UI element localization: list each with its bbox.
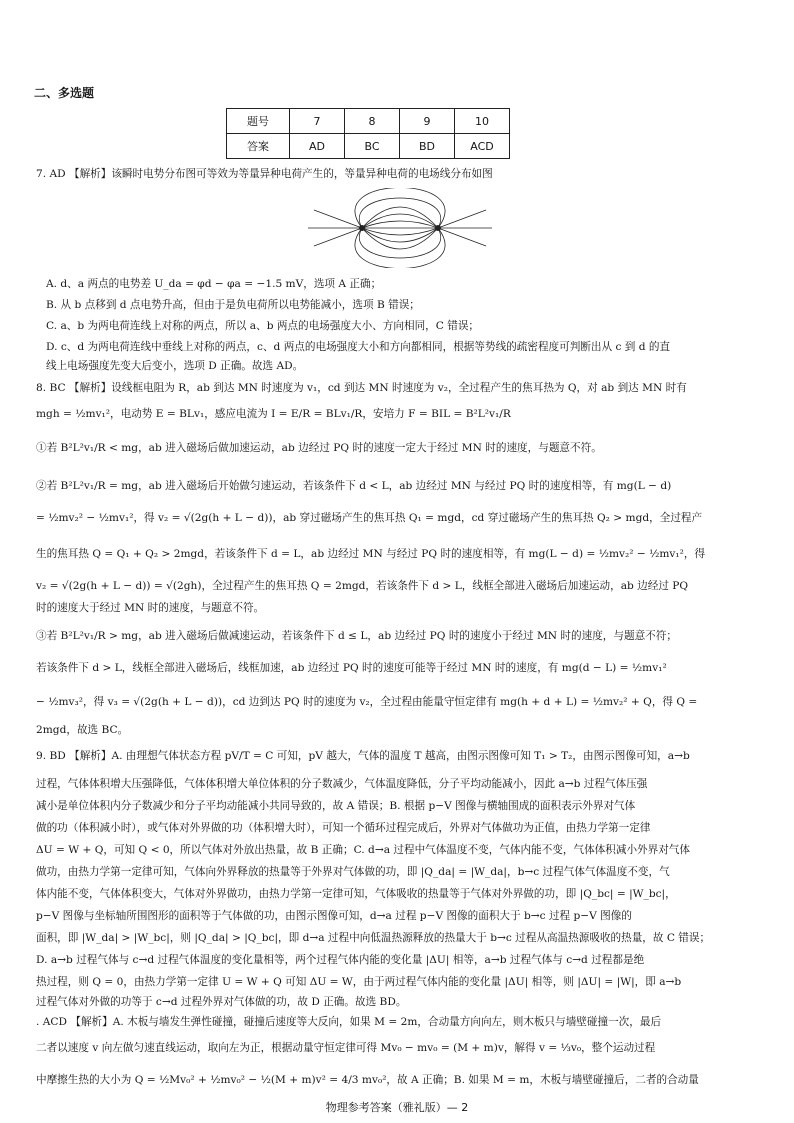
question-number: 8	[345, 109, 400, 134]
q7-option-a: A. d、a 两点的电势差 U_da = φd − φa = −1.5 mV，选项 A 正确；	[46, 278, 382, 290]
answer-table-row-answers	[227, 134, 510, 159]
answer-cell: BC	[345, 134, 400, 159]
question-number: 7	[290, 109, 345, 134]
q7-option-d-cont: 线上电场强度先变大后变小，选项 D 正确。故选 AD。	[46, 360, 304, 372]
q10-line: 中摩擦生热的大小为 Q = ½Mv₀² + ½mv₀² − ½(M + m)v² = 4/3 mv₀²，故 A 正确；B. 如果 M = m，木板与墙壁碰撞后，二者的合动量	[36, 1074, 699, 1086]
section-title: 二、多选题	[34, 86, 95, 100]
q9-line: 面积，即 |W_da| > |W_bc|，则 |Q_da| > |Q_bc|，即 d→a 过程中向低温热源释放的热量大于 b→c 过程从高温热源吸收的热量，故 C 错误；	[36, 932, 711, 944]
q8-line: 生的焦耳热 Q = Q₁ + Q₂ > 2mgd，若该条件下 d = L，ab 边经过 MN 与经过 PQ 时的速度相等，有 mg(L − d) = ½mv₂² − ½mv₁²，得	[36, 548, 706, 560]
q7-option-d: D. c、d 为两电荷连线中垂线上对称的两点，c、d 两点的电场强度大小和方向都相同，根据等势线的疏密程度可判断出从 c 到 d 的直	[46, 341, 671, 353]
q9-line: 过程，气体体积增大压强降低，气体体积增大单位体积的分子数减少，气体温度降低，分子平均动能减小，因此 a→b 过程气体压强	[36, 778, 648, 790]
q8-line: − ½mv₃²，得 v₃ = √(2g(h + L − d))，cd 边到达 PQ 时的速度为 v₂，全过程由能量守恒定律有 mg(h + d + L) = ½mv₂² + Q，得 Q =	[36, 696, 698, 708]
q9-line: 过程气体对外做的功等于 c→d 过程外界对气体做的功，故 D 正确。故选 BD。	[36, 996, 407, 1008]
q9-line: 做功，由热力学第一定律可知，气体向外界释放的热量等于外界对气体做的功，即 |Q_da| = |W_da|，b→c 过程气体气体温度不变，气	[36, 866, 670, 878]
q8-line: 2mgd，故选 BC。	[36, 724, 129, 736]
q10-line: 二者以速度 v 向左做匀速直线运动，取向左为正，根据动量守恒定律可得 Mv₀ − mv₀ = (M + m)v，解得 v = ⅓v₀，整个运动过程	[36, 1042, 656, 1054]
q8-line: mgh = ½mv₁²，电动势 E = BLv₁，感应电流为 I = E/R = BLv₁/R，安培力 F = BIL = B²L²v₁/R	[36, 408, 511, 420]
q9-line: 体内能不变，气体体积变大，气体对外界做功，由热力学第一定律可知，气体吸收的热量等于气体对外界做的功，即 |Q_bc| = |W_bc|，	[36, 888, 676, 900]
q8-line: ②若 B²L²v₁/R = mg，ab 进入磁场后开始做匀速运动，若该条件下 d < L，ab 边经过 MN 与经过 PQ 时的速度相等，有 mg(L − d)	[36, 480, 672, 492]
question-number: 10	[455, 109, 510, 134]
q7-header: 7. AD 【解析】该瞬时电势分布图可等效为等量异种电荷产生的，等量异种电荷的电场线分布如图	[36, 168, 493, 180]
q9-line: 热过程，则 Q = 0，由热力学第一定律 U = W + Q 可知 ΔU = W，由于两过程气体内能的变化量 |ΔU| 相等，则 |ΔU| = |W|，即 a→b	[36, 976, 682, 988]
q9-line: D. a→b 过程气体与 c→d 过程气体温度的变化量相等，两个过程气体内能的变化量 |ΔU| 相等，a→b 过程气体与 c→d 过程都是绝	[36, 954, 645, 966]
q9-line: 减小是单位体积内分子数减少和分子平均动能减小共同导致的，故 A 错误；B. 根据 p−V 图像与横轴围成的面积表示外界对气体	[36, 800, 636, 812]
q9-line: ΔU = W + Q，可知 Q < 0，所以气体对外放出热量，故 B 正确；C. d→a 过程中气体温度不变，气体内能不变，气体体积减小外界对气体	[36, 844, 691, 856]
q9-line: p−V 图像与坐标轴所围图形的面积等于气体做的功，由图示图像可知，d→a 过程 p−V 图像的面积大于 b→c 过程 p−V 图像的	[36, 910, 632, 922]
q7-option-b: B. 从 b 点移到 d 点电势升高，但由于是负电荷所以电势能减小，选项 B 错误；	[46, 299, 420, 311]
row-label-answer: 答案	[227, 134, 290, 159]
answer-cell: AD	[290, 134, 345, 159]
answer-table	[226, 108, 510, 159]
q8-line: v₂ = √(2g(h + L − d)) = √(2gh)，全过程产生的焦耳热 Q = 2mgd，若该条件下 d > L，线框全部进入磁场后加速运动，ab 边经过 PQ	[36, 580, 689, 592]
q9-line: 做的功（体积减小时），或气体对外界做的功（体积增大时），可知一个循环过程完成后，外界对气体做功为正值，由热力学第一定律	[36, 822, 651, 834]
q8-line: 8. BC 【解析】设线框电阻为 R，ab 到达 MN 时速度为 v₁，cd 到达 MN 时速度为 v₂，全过程产生的焦耳热为 Q，对 ab 到达 MN 时有	[36, 382, 687, 394]
q8-line: 若该条件下 d > L，线框全部进入磁场后，线框加速，ab 边经过 PQ 时的速度可能等于经过 MN 时的速度，有 mg(d − L) = ½mv₁²	[36, 662, 667, 674]
q7-option-c: C. a、b 为两电荷连线上对称的两点，所以 a、b 两点的电场强度大小、方向相同，C 错误；	[46, 320, 480, 332]
q9-line: 9. BD 【解析】A. 由理想气体状态方程 pV/T = C 可知，pV 越大，气体的温度 T 越高，由图示图像可知 T₁ > T₂，由图示图像可知，a→b	[36, 750, 690, 762]
question-number: 9	[400, 109, 455, 134]
q8-line: 时的速度大于经过 MN 时的速度，与题意不符。	[36, 602, 265, 614]
answer-cell: ACD	[455, 134, 510, 159]
page-footer: 物理参考答案（雅礼版）— 2	[325, 1101, 469, 1114]
electric-field-lines-figure	[300, 188, 500, 268]
answer-cell: BD	[400, 134, 455, 159]
row-label-number: 题号	[227, 109, 290, 134]
answer-table-row-numbers	[227, 109, 510, 134]
q8-line: ③若 B²L²v₁/R > mg，ab 进入磁场后做减速运动，若该条件下 d ≤ L，ab 边经过 PQ 时的速度小于经过 MN 时的速度，与题意不符；	[36, 630, 677, 642]
q8-line: ①若 B²L²v₁/R < mg，ab 进入磁场后做加速运动，ab 边经过 PQ 时的速度一定大于经过 MN 时的速度，与题意不符。	[36, 442, 602, 454]
q10-line: . ACD 【解析】A. 木板与墙发生弹性碰撞，碰撞后速度等大反向，如果 M = 2m，合动量方向向左，则木板只与墙壁碰撞一次，最后	[36, 1016, 662, 1028]
q8-line: = ½mv₂² − ½mv₁²，得 v₂ = √(2g(h + L − d))，ab 穿过磁场产生的焦耳热 Q₁ = mgd，cd 穿过磁场产生的焦耳热 Q₂ > mgd，全过程产	[36, 512, 703, 524]
